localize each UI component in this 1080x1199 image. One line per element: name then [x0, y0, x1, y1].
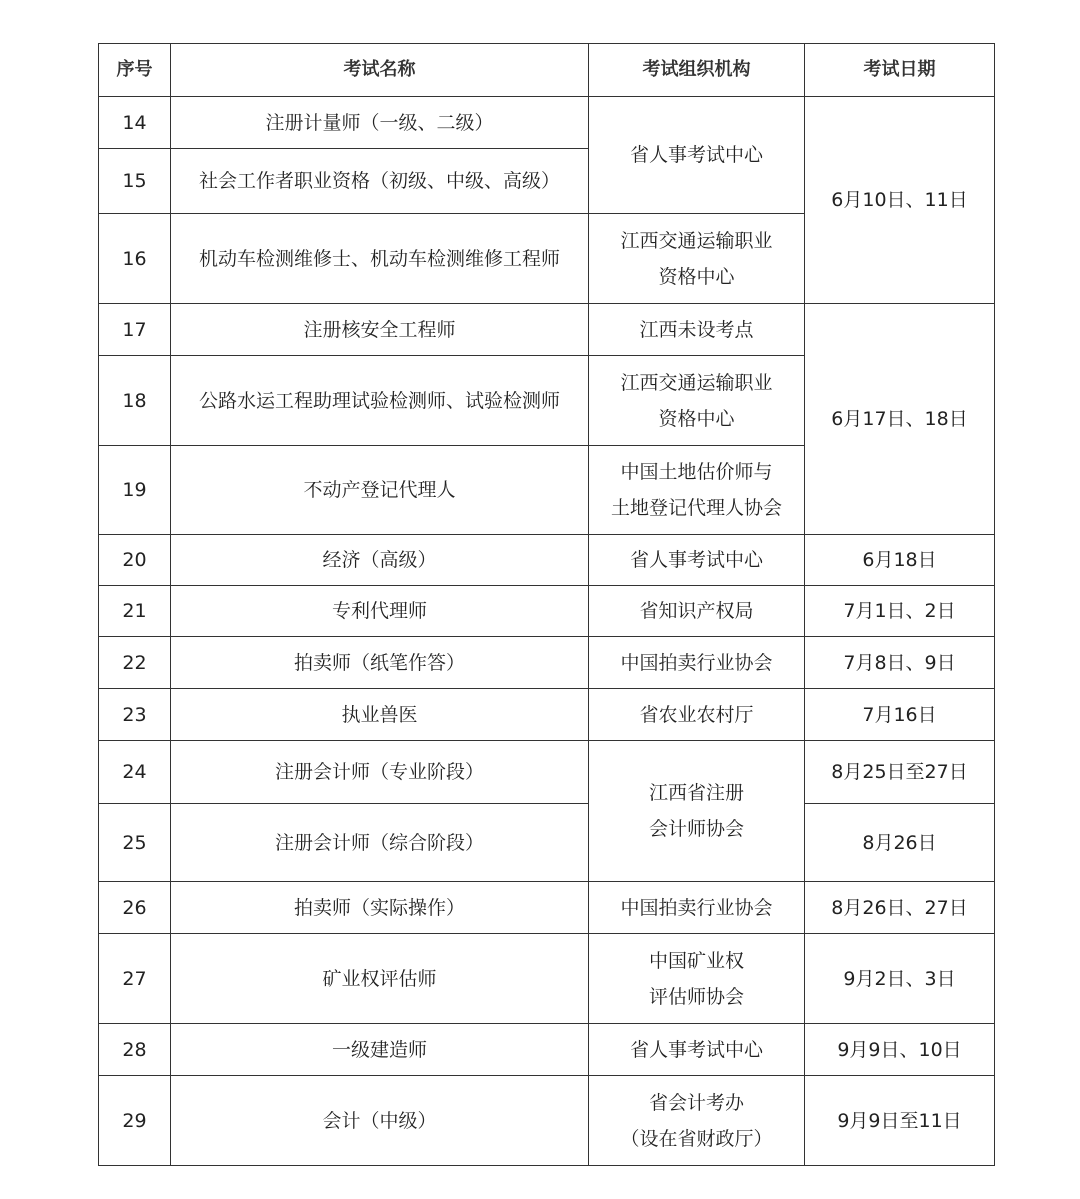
cell-org: 省人事考试中心 — [589, 97, 805, 214]
table-row — [99, 1076, 995, 1166]
cell-name: 社会工作者职业资格（初级、中级、高级） — [171, 149, 589, 214]
cell-no: 18 — [99, 356, 171, 446]
cell-name: 注册计量师（一级、二级） — [171, 97, 589, 149]
table-row — [99, 97, 995, 149]
cell-org: 中国拍卖行业协会 — [589, 637, 805, 689]
cell-no: 26 — [99, 882, 171, 934]
table-row — [99, 741, 995, 804]
cell-no: 27 — [99, 934, 171, 1024]
table-row — [99, 804, 995, 882]
table-row — [99, 689, 995, 741]
cell-name: 注册核安全工程师 — [171, 304, 589, 356]
cell-org: 江西交通运输职业 资格中心 — [589, 356, 805, 446]
cell-no: 24 — [99, 741, 171, 804]
cell-name: 机动车检测维修士、机动车检测维修工程师 — [171, 214, 589, 304]
cell-no: 17 — [99, 304, 171, 356]
cell-org: 江西未设考点 — [589, 304, 805, 356]
cell-name: 矿业权评估师 — [171, 934, 589, 1024]
header-row — [99, 44, 995, 97]
cell-no: 28 — [99, 1024, 171, 1076]
cell-no: 14 — [99, 97, 171, 149]
cell-org: 中国土地估价师与 土地登记代理人协会 — [589, 446, 805, 535]
cell-org: 省会计考办 （设在省财政厅） — [589, 1076, 805, 1166]
cell-no: 22 — [99, 637, 171, 689]
cell-name: 专利代理师 — [171, 586, 589, 637]
cell-org: 江西省注册 会计师协会 — [589, 741, 805, 882]
cell-org: 中国矿业权 评估师协会 — [589, 934, 805, 1024]
cell-date: 9月2日、3日 — [805, 934, 995, 1024]
cell-name: 拍卖师（纸笔作答） — [171, 637, 589, 689]
cell-date: 6月17日、18日 — [805, 304, 995, 535]
table-row — [99, 637, 995, 689]
cell-date: 6月18日 — [805, 535, 995, 586]
cell-org: 省人事考试中心 — [589, 535, 805, 586]
cell-date: 7月8日、9日 — [805, 637, 995, 689]
table-row — [99, 882, 995, 934]
cell-org: 省知识产权局 — [589, 586, 805, 637]
cell-name: 执业兽医 — [171, 689, 589, 741]
cell-no: 23 — [99, 689, 171, 741]
cell-date: 8月25日至27日 — [805, 741, 995, 804]
cell-date: 8月26日 — [805, 804, 995, 882]
header-no: 序号 — [99, 44, 171, 97]
cell-date: 6月10日、11日 — [805, 97, 995, 304]
cell-no: 19 — [99, 446, 171, 535]
cell-date: 8月26日、27日 — [805, 882, 995, 934]
cell-no: 16 — [99, 214, 171, 304]
table-row — [99, 304, 995, 356]
cell-no: 25 — [99, 804, 171, 882]
exam-schedule-table — [98, 43, 995, 1166]
cell-name: 公路水运工程助理试验检测师、试验检测师 — [171, 356, 589, 446]
cell-name: 注册会计师（综合阶段） — [171, 804, 589, 882]
cell-name: 拍卖师（实际操作） — [171, 882, 589, 934]
table-row — [99, 586, 995, 637]
cell-name: 一级建造师 — [171, 1024, 589, 1076]
cell-date: 7月1日、2日 — [805, 586, 995, 637]
cell-no: 20 — [99, 535, 171, 586]
cell-name: 不动产登记代理人 — [171, 446, 589, 535]
table-row — [99, 1024, 995, 1076]
cell-date: 9月9日、10日 — [805, 1024, 995, 1076]
header-org: 考试组织机构 — [589, 44, 805, 97]
table-row — [99, 934, 995, 1024]
cell-no: 21 — [99, 586, 171, 637]
cell-org: 省人事考试中心 — [589, 1024, 805, 1076]
cell-name: 经济（高级） — [171, 535, 589, 586]
header-date: 考试日期 — [805, 44, 995, 97]
cell-org: 省农业农村厅 — [589, 689, 805, 741]
cell-no: 29 — [99, 1076, 171, 1166]
cell-date: 7月16日 — [805, 689, 995, 741]
cell-name: 会计（中级） — [171, 1076, 589, 1166]
cell-date: 9月9日至11日 — [805, 1076, 995, 1166]
cell-no: 15 — [99, 149, 171, 214]
cell-org: 中国拍卖行业协会 — [589, 882, 805, 934]
header-name: 考试名称 — [171, 44, 589, 97]
cell-name: 注册会计师（专业阶段） — [171, 741, 589, 804]
cell-org: 江西交通运输职业 资格中心 — [589, 214, 805, 304]
table-row — [99, 535, 995, 586]
